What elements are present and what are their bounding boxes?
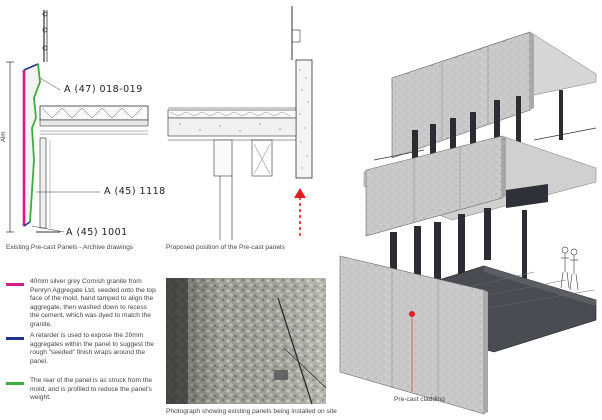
legend-item-retarder — [6, 332, 156, 377]
dimension-label: Alm — [1, 131, 7, 142]
legend-text-rear: The rear of the panel is as struck from the mold, and is profiled to reduce the panel's weight. — [30, 377, 153, 402]
legend-text-retarder: A retarder is used to expose the 20mm aggregates within the panel to suggest the rough "seeded" finish wraps around the panel. — [30, 332, 154, 365]
legend-text-granite: 40mm silver grey Cornish granite from Penryn Aggregate Ltd, seeded onto the top face of the mold, hand tamped to align the aggregate, then washed down to recess the cement, which was dyed to match the granite. — [30, 278, 156, 328]
archive-label-2: A (45) 1118 — [104, 186, 166, 197]
proposed-caption: Proposed position of the Pre-cast panels — [166, 244, 285, 251]
legend-swatch-pink — [6, 283, 24, 286]
proposed-section-drawing — [160, 0, 320, 250]
archive-section-drawing — [0, 0, 160, 250]
archive-label-1: A (47) 018-019 — [64, 84, 143, 95]
legend — [6, 278, 156, 413]
legend-item-rear — [6, 377, 156, 413]
archive-caption: Existing Pre-cast Panels - Archive drawings — [6, 244, 134, 251]
site-photograph — [166, 278, 326, 404]
legend-item-granite — [6, 278, 156, 332]
render-label: Pre-cast cladding — [394, 396, 445, 403]
archive-label-3: A (45) 1001 — [66, 227, 128, 238]
legend-swatch-blue — [6, 337, 24, 340]
photo-caption: Photograph showing existing panels being installed on site — [166, 408, 337, 415]
legend-swatch-green — [6, 382, 24, 385]
cladding-render — [334, 0, 602, 420]
